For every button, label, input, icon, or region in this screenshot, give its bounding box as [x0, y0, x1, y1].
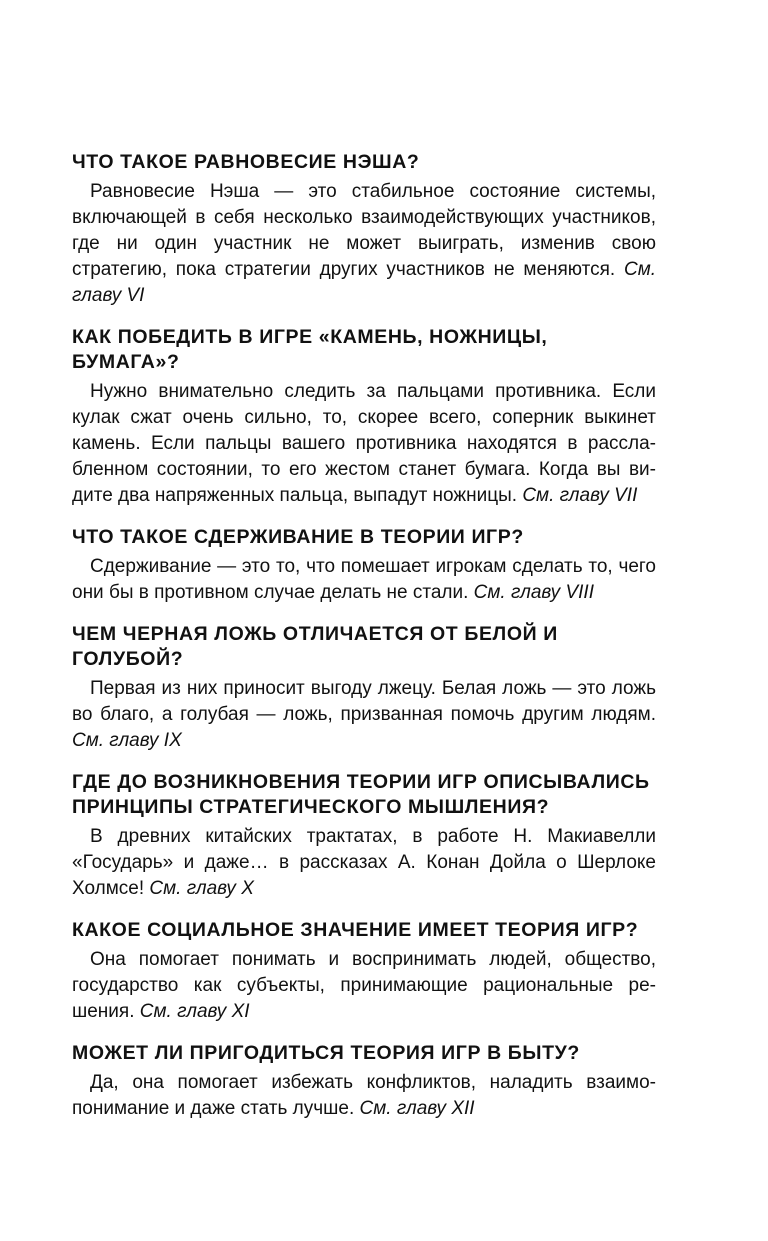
faq-entry-deterrence: [72, 525, 656, 606]
faq-page: [72, 150, 656, 1138]
answer-text: [72, 824, 656, 902]
chapter-reference: См. главу VII: [522, 485, 638, 506]
answer-body: Нужно внимательно следить за пальцами противника. Если кулак сжат очень сильно, то, скорее всего, соперник выкинет камень. Если пальцы вашего противника находятся в расслабленном состоянии, то его жестом станет бумага. Когда вы видите два напряженных пальца, выпадут ножницы.: [72, 381, 656, 506]
answer-text: [72, 676, 656, 754]
faq-entry-rock-paper-scissors: [72, 325, 656, 509]
question-heading: ЧТО ТАКОЕ РАВНОВЕСИЕ НЭША?: [72, 151, 420, 173]
chapter-reference: См. главу XI: [139, 1001, 250, 1022]
answer-text: [72, 179, 656, 309]
question-heading: ЧТО ТАКОЕ СДЕРЖИВАНИЕ В ТЕОРИИ ИГР?: [72, 526, 524, 548]
question-heading: ГДЕ ДО ВОЗНИКНОВЕНИЯ ТЕОРИИ ИГР ОПИСЫВАЛИСЬ ПРИНЦИПЫ СТРАТЕГИЧЕСКОГО МЫШЛЕНИЯ?: [72, 771, 650, 818]
question-heading: МОЖЕТ ЛИ ПРИГОДИТЬСЯ ТЕОРИЯ ИГР В БЫТУ?: [72, 1042, 580, 1064]
answer-body: Первая из них приносит выгоду лжецу. Белая ложь — это ложь во благо, а голубая — ложь, призванная помочь другим людям.: [72, 678, 656, 725]
answer-body: В древних китайских трактатах, в работе Н. Макиавелли «Государь» и даже… в рассказах А. Конан Дойла о Шерлоке Холмсе!: [72, 826, 656, 899]
faq-entry-nash: [72, 150, 656, 309]
question-heading: КАК ПОБЕДИТЬ В ИГРЕ «КАМЕНЬ, НОЖНИЦЫ, БУМАГА»?: [72, 326, 548, 373]
faq-entry-history: [72, 770, 656, 902]
answer-text: [72, 947, 656, 1025]
faq-entry-social-meaning: [72, 918, 656, 1025]
chapter-reference: См. главу XII: [359, 1098, 475, 1119]
answer-body: Она помогает понимать и воспринимать людей, общество, государство как субъекты, принимающие рациональные решения.: [72, 949, 656, 1022]
chapter-reference: См. главу VIII: [473, 582, 594, 603]
question-heading: ЧЕМ ЧЕРНАЯ ЛОЖЬ ОТЛИЧАЕТСЯ ОТ БЕЛОЙ И ГОЛУБОЙ?: [72, 623, 558, 670]
chapter-reference: См. главу VI: [72, 259, 656, 306]
chapter-reference: См. главу IX: [72, 730, 182, 751]
answer-body: Равновесие Нэша — это стабильное состояние системы, включающей в себя несколько взаимодействующих участников, где ни один участник не может выиграть, изменив свою стратегию, пока стратегии других участников не меняются.: [72, 181, 656, 280]
faq-entry-everyday-use: [72, 1041, 656, 1122]
answer-text: [72, 1070, 656, 1122]
answer-body: Да, она помогает избежать конфликтов, наладить взаимопонимание и даже стать лучше.: [72, 1072, 656, 1119]
faq-entry-lies: [72, 622, 656, 754]
chapter-reference: См. главу X: [149, 878, 254, 899]
answer-text: [72, 554, 656, 606]
answer-body: Сдерживание — это то, что помешает игрокам сделать то, чего они бы в противном случае делать не стали.: [72, 556, 656, 603]
question-heading: КАКОЕ СОЦИАЛЬНОЕ ЗНАЧЕНИЕ ИМЕЕТ ТЕОРИЯ ИГР?: [72, 919, 639, 941]
answer-text: [72, 379, 656, 509]
